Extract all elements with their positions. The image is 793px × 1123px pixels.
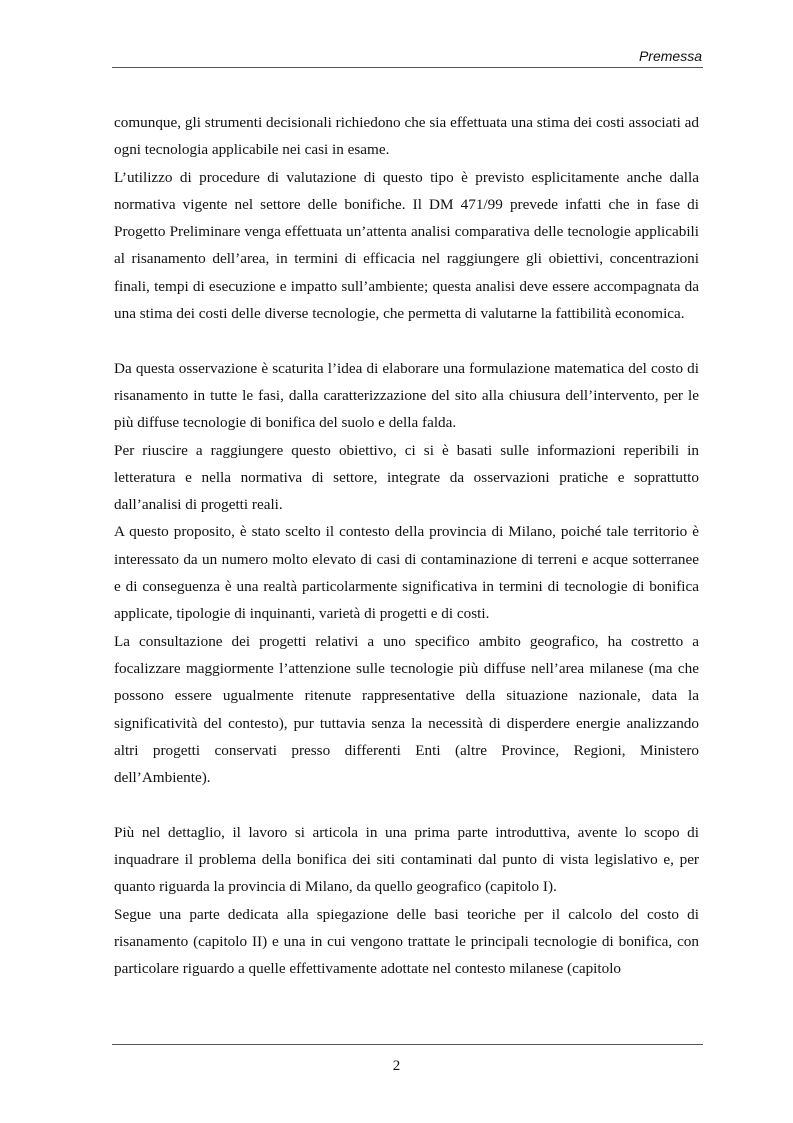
paragraph: Segue una parte dedicata alla spiegazione delle basi teoriche per il calcolo del costo di risanamento (capitolo II) e una in cui vengono trattate le principali tecnologie di bonifica, con particolare riguardo a quelle effettivamente adottate nel contesto milanese (capitolo	[114, 905, 699, 978]
page-number: 2	[392, 1058, 401, 1074]
running-header-title: Premessa	[638, 48, 702, 64]
body-text	[114, 109, 699, 983]
paragraph: La consultazione dei progetti relativi a uno specifico ambito geografico, ha costretto a focalizzare maggiormente l’attenzione sulle tecnologie più diffuse nell’area milanese (ma che possono essere ugualmente ritenute rappresentative della situazione nazionale, data la significatività del contesto), pur tuttavia senza la necessità di disperdere energie analizzando altri progetti conservati presso differenti Enti (altre Province, Regioni, Ministero dell’Ambiente).	[114, 632, 699, 787]
header-rule	[112, 67, 703, 68]
paragraph: L’utilizzo di procedure di valutazione di questo tipo è previsto esplicitamente anche dalla normativa vigente nel settore delle bonifiche. Il DM 471/99 prevede infatti che in fase di Progetto Preliminare venga effettuata un’attenta analisi comparativa delle tecnologie applicabili al risanamento dell’area, in termini di efficacia nel raggiungere gli obiettivi, concentrazioni finali, tempi di esecuzione e impatto sull’ambiente; questa analisi deve essere accompagnata da una stima dei costi delle diverse tecnologie, che permetta di valutarne la fattibilità economica.	[114, 168, 699, 323]
footer-rule	[112, 1044, 703, 1045]
paragraph: comunque, gli strumenti decisionali richiedono che sia effettuata una stima dei costi associati ad ogni tecnologia applicabile nei casi in esame.	[114, 114, 699, 159]
paragraph: Per riuscire a raggiungere questo obiettivo, ci si è basati sulle informazioni reperibili in letteratura e nella normativa di settore, integrate da osservazioni pratiche e soprattutto dall’analisi di progetti reali.	[114, 441, 699, 514]
paragraph: Da questa osservazione è scaturita l’idea di elaborare una formulazione matematica del costo di risanamento in tutte le fasi, dalla caratterizzazione del sito alla chiusura dell’intervento, per le più diffuse tecnologie di bonifica del suolo e della falda.	[114, 359, 699, 432]
paragraph: Più nel dettaglio, il lavoro si articola in una prima parte introduttiva, avente lo scopo di inquadrare il problema della bonifica dei siti contaminati dal punto di vista legislativo e, per quanto riguarda la provincia di Milano, da quello geografico (capitolo I).	[114, 823, 699, 896]
paragraph: A questo proposito, è stato scelto il contesto della provincia di Milano, poiché tale territorio è interessato da un numero molto elevato di casi di contaminazione di terreni e acque sotterranee e di conseguenza è una realtà particolarmente significativa in termini di tecnologie di bonifica applicate, tipologie di inquinanti, varietà di progetti e di costi.	[114, 523, 699, 623]
